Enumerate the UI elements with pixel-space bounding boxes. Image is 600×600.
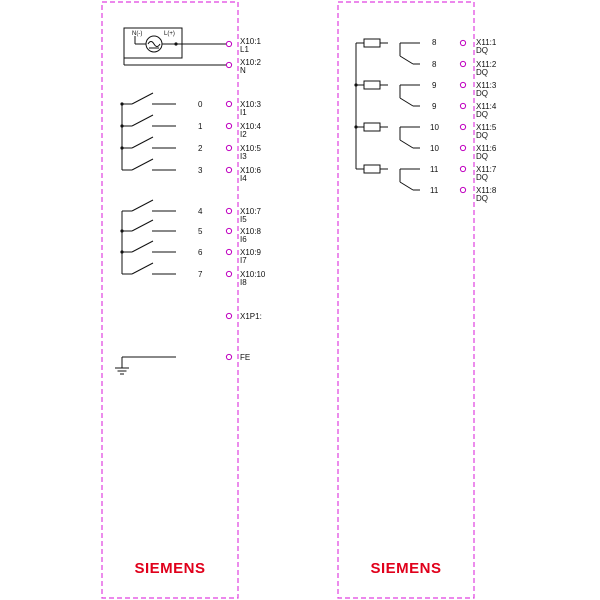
terminal-sublabel: DQ xyxy=(476,46,488,55)
terminal-x11-1[interactable] xyxy=(460,40,465,45)
ground-icon xyxy=(115,368,129,374)
output-relay-3 xyxy=(356,165,420,190)
input-number: 5 xyxy=(198,227,203,236)
input-row-2 xyxy=(122,137,261,161)
terminal-sublabel: DQ xyxy=(476,173,488,182)
terminal-x10-3[interactable] xyxy=(226,101,231,106)
right-module-frame xyxy=(338,2,474,598)
output-row-6 xyxy=(430,165,497,182)
svg-text:X10:1: X10:1 xyxy=(240,37,261,46)
terminal-x11-6[interactable] xyxy=(460,145,465,150)
terminal-sublabel: DQ xyxy=(476,110,488,119)
terminal-sublabel: I3 xyxy=(240,152,247,161)
relay-coil-icon xyxy=(364,39,380,47)
terminal-label: X10:3 xyxy=(240,100,261,109)
terminal-x11-3[interactable] xyxy=(460,82,465,87)
terminal-sublabel: DQ xyxy=(476,68,488,77)
terminal-x11-4[interactable] xyxy=(460,103,465,108)
input-row-3 xyxy=(122,159,261,183)
input-number: 1 xyxy=(198,122,203,131)
terminal-x10-7[interactable] xyxy=(226,208,231,213)
input-number: 4 xyxy=(198,207,203,216)
svg-text:L1: L1 xyxy=(240,45,249,54)
output-number: 9 xyxy=(432,102,437,111)
terminal-sublabel: I2 xyxy=(240,130,247,139)
terminal-label: X11:8 xyxy=(476,186,497,195)
output-number: 9 xyxy=(432,81,437,90)
terminal-sublabel: I4 xyxy=(240,174,247,183)
relay-coil-icon xyxy=(364,165,380,173)
output-row-5 xyxy=(430,144,497,161)
terminal-x11-2[interactable] xyxy=(460,61,465,66)
terminal-sublabel: I8 xyxy=(240,278,247,287)
terminal-x10-5[interactable] xyxy=(226,145,231,150)
terminal-sublabel: I5 xyxy=(240,215,247,224)
terminal-x10-10[interactable] xyxy=(226,271,231,276)
input-number: 0 xyxy=(198,100,203,109)
output-row-7 xyxy=(430,186,497,203)
terminal-sublabel: DQ xyxy=(476,152,488,161)
terminal-x10-4[interactable] xyxy=(226,123,231,128)
brand-logo-right: SIEMENS xyxy=(370,560,442,577)
output-relay-0 xyxy=(356,39,420,64)
input-number: 7 xyxy=(198,270,203,279)
power-supply-symbol xyxy=(124,28,226,65)
ground-connection xyxy=(115,357,176,374)
brand-logo-left: SIEMENS xyxy=(134,560,206,577)
terminal-x11-7[interactable] xyxy=(460,166,465,171)
output-relay-1 xyxy=(356,81,420,106)
output-row-3 xyxy=(432,102,497,119)
terminal-label: X10:4 xyxy=(240,122,261,131)
input-row-6 xyxy=(122,241,261,265)
terminal-label: X11:1 xyxy=(476,38,497,47)
terminal-sublabel: DQ xyxy=(476,194,488,203)
n-minus-label: N(-) xyxy=(132,31,143,37)
input-group-1-switches xyxy=(120,102,123,170)
output-row-1 xyxy=(432,60,497,77)
terminal-sublabel: I6 xyxy=(240,235,247,244)
input-group-2-switches xyxy=(120,211,123,274)
terminal-label: X11:3 xyxy=(476,81,497,90)
terminal-x11-8[interactable] xyxy=(460,187,465,192)
terminal-label: X10:9 xyxy=(240,248,261,257)
terminal-x10-6[interactable] xyxy=(226,167,231,172)
output-row-0 xyxy=(432,38,497,55)
terminal-sublabel: DQ xyxy=(476,89,488,98)
terminal-label: X11:2 xyxy=(476,60,497,69)
relay-coil-icon xyxy=(364,123,380,131)
input-row-7 xyxy=(122,263,266,287)
input-number: 3 xyxy=(198,166,203,175)
terminal-x10-1[interactable] xyxy=(226,37,261,54)
terminal-sublabel: I7 xyxy=(240,256,247,265)
input-number: 2 xyxy=(198,144,203,153)
output-number: 10 xyxy=(430,144,439,153)
relay-coil-icon xyxy=(364,81,380,89)
svg-text:FE: FE xyxy=(240,353,251,362)
input-number: 6 xyxy=(198,248,203,257)
left-module-frame xyxy=(102,2,238,598)
output-row-4 xyxy=(430,123,497,140)
terminal-sublabel: DQ xyxy=(476,131,488,140)
output-number: 10 xyxy=(430,123,439,132)
terminal-x10-9[interactable] xyxy=(226,249,231,254)
input-row-4 xyxy=(122,200,261,224)
terminal-label: X10:5 xyxy=(240,144,261,153)
terminal-label: X10:6 xyxy=(240,166,261,175)
l-plus-label: L(+) xyxy=(164,31,175,37)
terminal-x1p1[interactable] xyxy=(226,312,261,321)
ac-dc-source-icon xyxy=(148,42,160,49)
svg-text:X10:2: X10:2 xyxy=(240,58,261,67)
terminal-label: X10:10 xyxy=(240,270,266,279)
output-number: 11 xyxy=(430,165,439,174)
svg-text:X1P1:: X1P1: xyxy=(240,312,262,321)
terminal-sublabel: I1 xyxy=(240,108,247,117)
output-number: 11 xyxy=(430,186,439,195)
terminal-x10-2[interactable] xyxy=(226,58,261,75)
terminal-label: X11:5 xyxy=(476,123,497,132)
svg-text:N: N xyxy=(240,66,246,75)
input-row-1 xyxy=(122,115,261,139)
terminal-x10-8[interactable] xyxy=(226,228,231,233)
output-row-2 xyxy=(432,81,497,98)
input-row-0 xyxy=(122,93,261,117)
output-number: 8 xyxy=(432,38,437,47)
output-bus xyxy=(354,43,357,169)
terminal-x11-5[interactable] xyxy=(460,124,465,129)
output-number: 8 xyxy=(432,60,437,69)
terminal-label: X11:6 xyxy=(476,144,497,153)
terminal-label: X11:7 xyxy=(476,165,497,174)
terminal-label: X10:7 xyxy=(240,207,261,216)
terminal-label: X10:8 xyxy=(240,227,261,236)
output-relay-2 xyxy=(356,123,420,148)
terminal-label: X11:4 xyxy=(476,102,497,111)
